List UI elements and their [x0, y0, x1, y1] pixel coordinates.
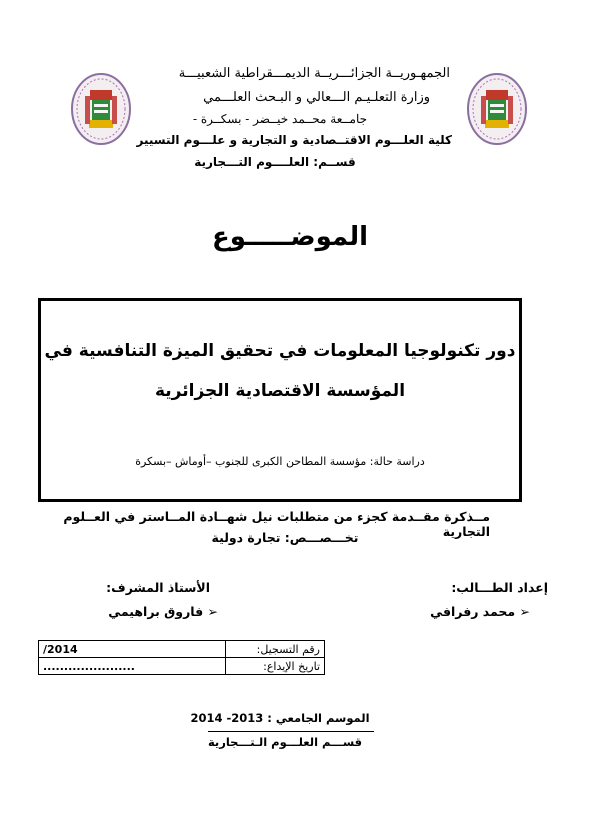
- topic-heading: الموضـــــوع: [211, 222, 369, 252]
- thesis-title-line2: المؤسسة الاقتصادية الجزائرية: [154, 381, 406, 401]
- reg-value: 2014/: [39, 641, 226, 658]
- header-faculty: كلية العلـــوم الاقتــصادية و التجارية و علـــوم التسيير: [136, 133, 452, 147]
- supervisor-label: الأستاذ المشرف:: [106, 580, 210, 595]
- footer-department: قســـم العلـــوم الـتـــجارية: [207, 735, 363, 749]
- thesis-title-line1: دور تكنولوجيا المعلومات في تحقيق الميزة التنافسية في: [44, 341, 516, 361]
- student-name-row: [350, 604, 530, 619]
- table-row: [39, 641, 325, 658]
- supervisor-name: فاروق براهيمي: [108, 604, 204, 619]
- table-row: [39, 658, 325, 675]
- supervisor-name-row: [60, 604, 218, 619]
- thesis-title-box: [38, 298, 522, 502]
- specialty: تخـــصـــص: تجارة دولية: [211, 530, 359, 545]
- arrow-icon: ➢: [519, 604, 530, 619]
- footer-divider: [208, 731, 374, 732]
- reg-label: رقم التسجيل:: [226, 641, 325, 658]
- header-university: جامــعة محــمد خيــضر - بسكــرة -: [192, 112, 368, 126]
- header-republic: الجمهـوريــة الجزائـــريــة الديمـــقراطية الشعبيـــة: [178, 66, 450, 81]
- arrow-icon: ➢: [207, 604, 218, 619]
- memo-statement: مــذكرة مقــدمة كجزء من متطلبات نيل شهــادة المــاستر في العــلوم التجارية: [63, 509, 490, 539]
- academic-season: الموسم الجامعي : 2013- 2014: [190, 711, 370, 725]
- registration-table: [38, 640, 325, 675]
- header-department: قســم: العلــــوم التـــجارية: [194, 155, 356, 169]
- deposit-value: ......................: [39, 658, 226, 675]
- university-logo-right: [466, 72, 528, 146]
- student-label: إعداد الطـــالب:: [451, 580, 548, 595]
- deposit-label: تاريخ الإيداع:: [226, 658, 325, 675]
- student-name: محمد رفرافي: [430, 604, 516, 619]
- case-study: دراسة حالة: مؤسسة المطاحن الكبرى للجنوب –أوماش –بسكرة: [135, 455, 425, 468]
- header-ministry: وزارة التعلـيـم الـــعالي و البـحث العلـــمي: [203, 90, 430, 105]
